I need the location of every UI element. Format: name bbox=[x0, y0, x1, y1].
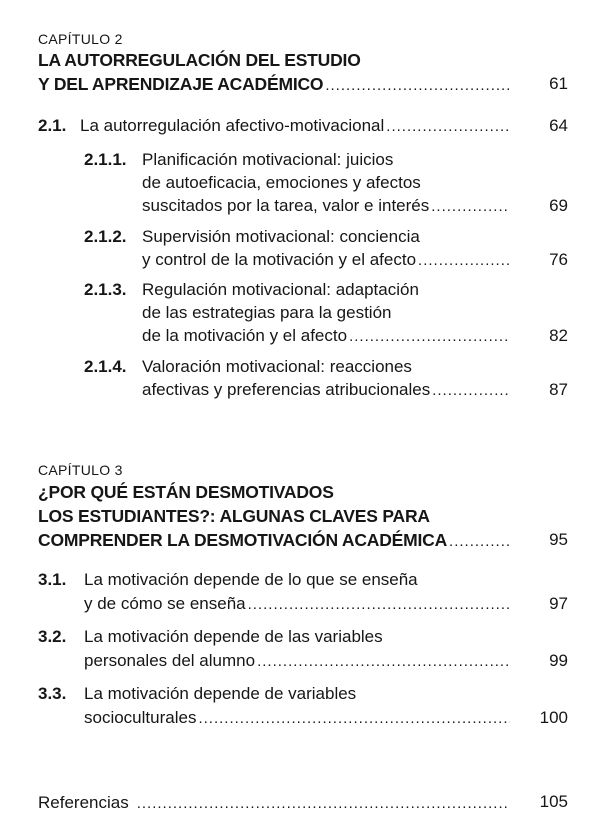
leader-dots bbox=[325, 74, 510, 98]
toc-page-2-1-1: 69 bbox=[549, 196, 568, 215]
chapter-3-title-line3[interactable] bbox=[38, 528, 510, 554]
leader-dots bbox=[248, 593, 510, 617]
entry-line3 bbox=[142, 324, 510, 349]
toc-page-3-3: 100 bbox=[539, 708, 568, 727]
entry-text: La autorregulación afectivo-motivacional bbox=[80, 116, 385, 135]
entry-text-line1: Regulación motivacional: adaptación bbox=[142, 280, 419, 299]
entry-text-line1: La motivación depende de variables bbox=[84, 684, 357, 703]
entry-text-line1: Planificación motivacional: juicios bbox=[142, 150, 394, 169]
leader-dots bbox=[257, 650, 510, 674]
chapter-2-title-line2-text: Y DEL APRENDIZAJE ACADÉMICO bbox=[38, 74, 324, 94]
toc-page-3-1: 97 bbox=[549, 594, 568, 613]
entry-text: y de cómo se enseña bbox=[84, 594, 246, 613]
toc-entry-3-3[interactable] bbox=[38, 682, 510, 730]
section-number: 2.1.2. bbox=[84, 227, 127, 246]
toc-entry-2-1-1[interactable] bbox=[84, 148, 510, 220]
entry-line2 bbox=[142, 248, 510, 273]
leader-dots bbox=[449, 530, 510, 554]
entry-text: personales del alumno bbox=[84, 651, 256, 670]
entry-text-line1: La motivación depende de lo que se enseña bbox=[84, 570, 418, 589]
entry-text-line1: Valoración motivacional: reacciones bbox=[142, 357, 412, 376]
chapter-3-title-line2: LOS ESTUDIANTES?: ALGUNAS CLAVES PARA bbox=[38, 506, 430, 526]
toc-page-2-1-4: 87 bbox=[549, 380, 568, 399]
toc-entry-3-2[interactable] bbox=[38, 625, 510, 673]
toc-entry-3-1[interactable] bbox=[38, 568, 510, 616]
leader-dots bbox=[431, 195, 510, 219]
chapter-3-title-line1: ¿POR QUÉ ESTÁN DESMOTIVADOS bbox=[38, 482, 334, 502]
entry-text: afectivas y preferencias atribucionales bbox=[142, 380, 431, 399]
chapter-2-page: 61 bbox=[549, 74, 568, 93]
section-number: 2.1.4. bbox=[84, 357, 127, 376]
entry-text: y control de la motivación y el afecto bbox=[142, 250, 417, 269]
entry-text: de la motivación y el afecto bbox=[142, 326, 348, 345]
entry-text-line1: La motivación depende de las variables bbox=[84, 627, 383, 646]
chapter-2-title-line1: LA AUTORREGULACIÓN DEL ESTUDIO bbox=[38, 50, 361, 70]
entry-line2 bbox=[84, 592, 510, 617]
entry-line2 bbox=[84, 649, 510, 674]
leader-dots bbox=[418, 249, 510, 273]
chapter-2-label: CAPÍTULO 2 bbox=[38, 31, 123, 47]
toc-entry-2-1-4[interactable] bbox=[84, 355, 510, 403]
chapter-3-title-line3-text: COMPRENDER LA DESMOTIVACIÓN ACADÉMICA bbox=[38, 530, 448, 550]
entry-line2 bbox=[142, 378, 510, 403]
entry-text: suscitados por la tarea, valor e interés bbox=[142, 196, 430, 215]
toc-page-3-2: 99 bbox=[549, 651, 568, 670]
entry-line3 bbox=[142, 194, 510, 219]
leader-dots bbox=[386, 115, 510, 139]
references-page: 105 bbox=[539, 792, 568, 811]
entry-line bbox=[80, 114, 510, 139]
section-number: 2.1.3. bbox=[84, 280, 127, 299]
section-number: 2.1. bbox=[38, 116, 67, 135]
toc-entry-2-1-3[interactable] bbox=[84, 278, 510, 350]
section-number: 2.1.1. bbox=[84, 150, 127, 169]
chapter-3-label: CAPÍTULO 3 bbox=[38, 462, 123, 478]
toc-entry-references[interactable] bbox=[38, 791, 510, 816]
leader-dots bbox=[432, 379, 510, 403]
leader-dots bbox=[137, 792, 510, 816]
toc-page-2-1-3: 82 bbox=[549, 326, 568, 345]
entry-text: socioculturales bbox=[84, 708, 197, 727]
chapter-3-page: 95 bbox=[549, 530, 568, 549]
toc-entry-2-1-2[interactable] bbox=[84, 225, 510, 273]
section-number: 3.1. bbox=[38, 570, 67, 589]
entry-line2 bbox=[84, 706, 510, 731]
references-label: Referencias bbox=[38, 793, 129, 812]
section-number: 3.2. bbox=[38, 627, 67, 646]
entry-text-line2: de las estrategias para la gestión bbox=[142, 303, 392, 322]
leader-dots bbox=[198, 707, 510, 731]
leader-dots bbox=[349, 325, 510, 349]
toc-page-2-1: 64 bbox=[549, 116, 568, 135]
entry-text-line1: Supervisión motivacional: conciencia bbox=[142, 227, 420, 246]
toc-page-2-1-2: 76 bbox=[549, 250, 568, 269]
chapter-2-title-line2[interactable] bbox=[38, 72, 510, 98]
section-number: 3.3. bbox=[38, 684, 67, 703]
entry-text-line2: de autoeficacia, emociones y afectos bbox=[142, 173, 421, 192]
